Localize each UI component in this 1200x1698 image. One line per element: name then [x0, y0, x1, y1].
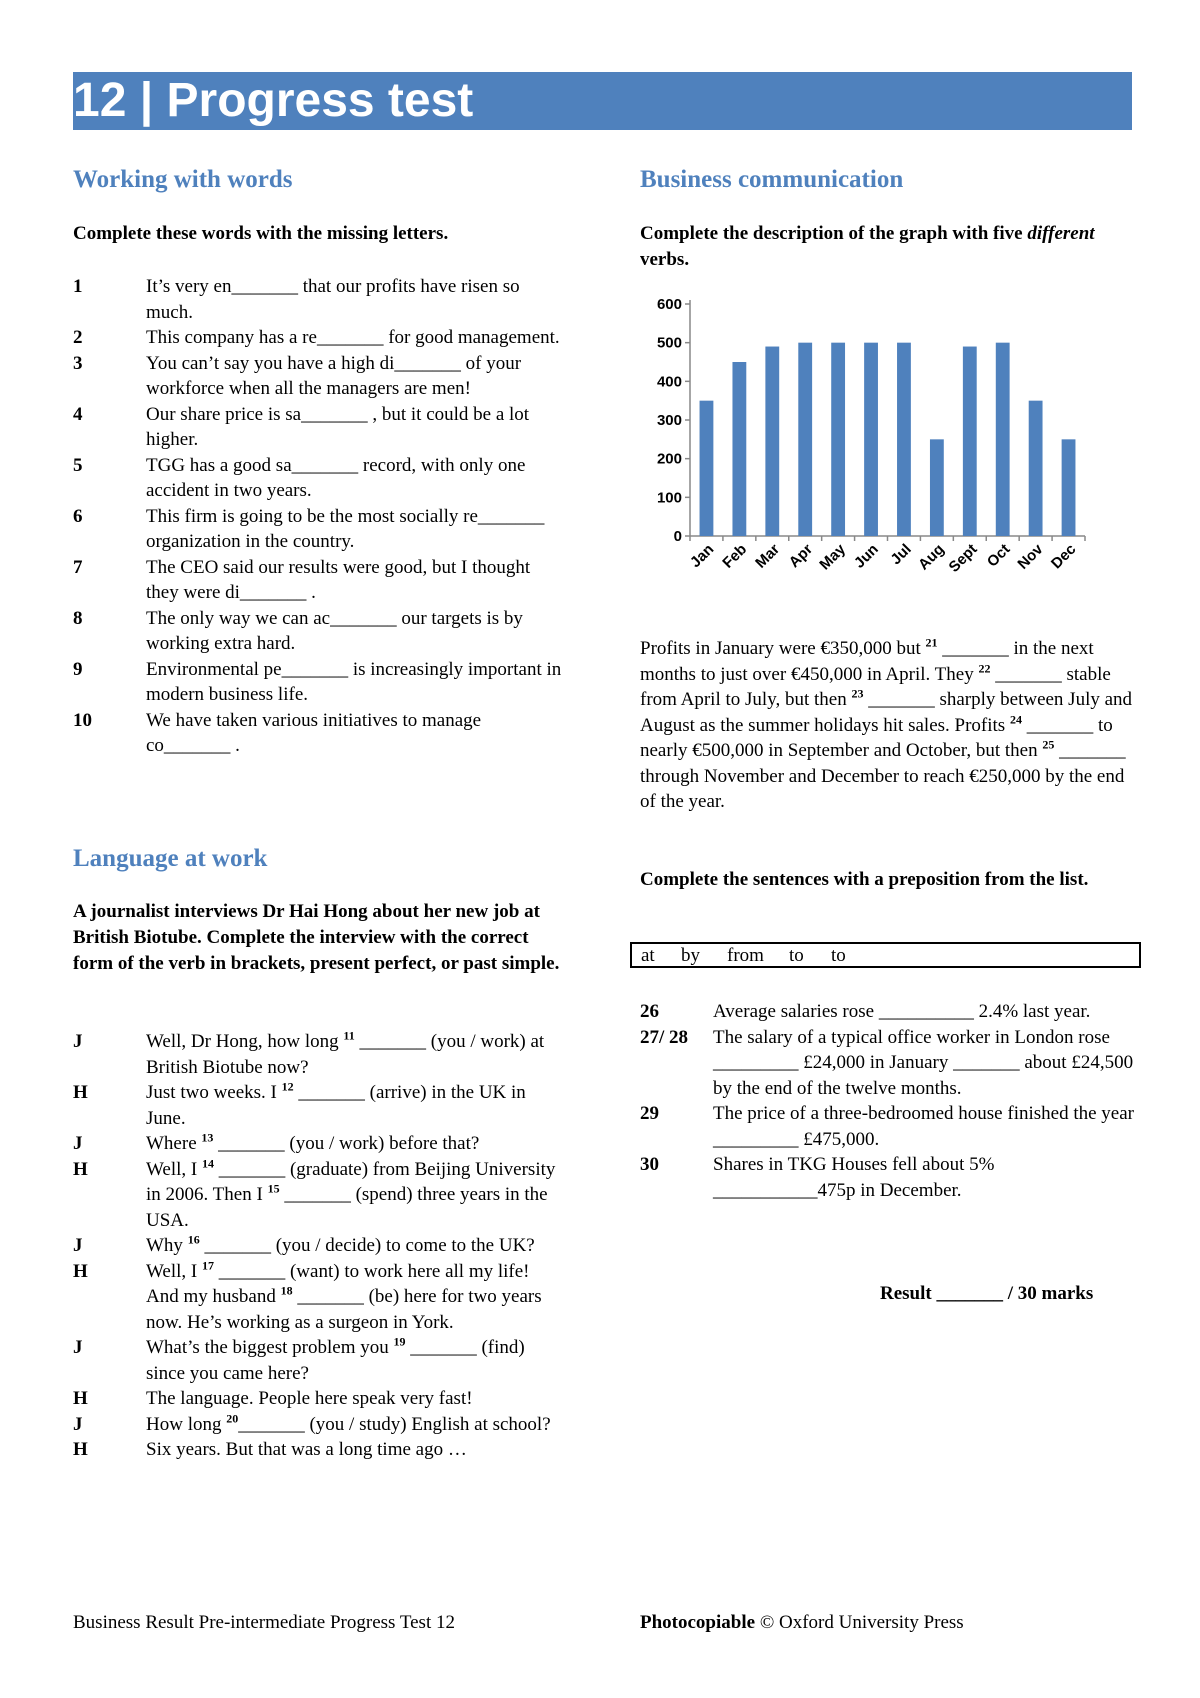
paragraph-text: _______ to nearly €500,000 in September and October, but then: [640, 714, 1113, 761]
speaker-label: H: [73, 1260, 88, 1282]
bar: [798, 343, 812, 536]
question-number: 8: [73, 607, 83, 629]
item-text: How long $^{20}$_______ (you / study) English at school?: [146, 1411, 551, 1435]
list-item: [73, 1157, 563, 1234]
item-text: Shares in TKG Houses fell about 5% ___________475p in December.: [713, 1154, 995, 1201]
list-item: [73, 274, 563, 325]
list-item: [640, 999, 1135, 1025]
item-text: The salary of a typical office worker in London rose _________ £24,000 in January _______ about £24,500 by the end of the twelve months.: [713, 1026, 1134, 1099]
speaker-label: J: [73, 1235, 83, 1256]
section-heading-language-at-work: Language at work: [73, 845, 268, 872]
footer-left: Business Result Pre-intermediate Progress Test 12: [73, 1612, 455, 1633]
gap-number: 13: [201, 1130, 214, 1145]
list-item: [73, 1412, 563, 1438]
item-text: Environmental pe_______ is increasingly important in modern business life.: [146, 658, 562, 705]
y-tick-label: 300: [656, 412, 682, 429]
list-item: [73, 1259, 563, 1336]
gap-number: 18: [280, 1283, 293, 1298]
item-text: Why $^{16}$ _______ (you / decide) to come to the UK?: [146, 1232, 535, 1256]
gap-number: 14: [201, 1156, 214, 1171]
instruction-text: Complete the description of the graph with five: [640, 223, 1028, 244]
bar: [996, 343, 1010, 536]
x-tick-label: Mar: [752, 540, 784, 572]
gap-number: 16: [187, 1232, 200, 1247]
result-line: Result _______ / 30 marks: [880, 1283, 1094, 1304]
x-tick-label: Aug: [915, 540, 948, 574]
speaker-label: J: [73, 1133, 83, 1154]
item-text: The language. People here speak very fast!: [146, 1388, 473, 1409]
list-item: [73, 708, 563, 759]
item-text: This firm is going to be the most socially re_______ organization in the country.: [146, 505, 545, 552]
y-tick-label: 500: [656, 334, 682, 352]
business-communication-instruction: [640, 221, 1110, 273]
list-item: [73, 657, 563, 708]
question-number: 5: [73, 454, 83, 476]
speaker-label: J: [73, 1337, 83, 1358]
y-tick-label: 600: [656, 296, 682, 313]
item-text: This company has a re_______ for good management.: [146, 327, 560, 348]
list-item: [73, 1437, 563, 1463]
paragraph-text: _______ sharply between July and August as the summer holidays hit sales. Profits: [640, 689, 1133, 736]
speaker-label: H: [73, 1082, 88, 1103]
list-item: [73, 402, 563, 453]
gap-number-25: 25: [1042, 737, 1055, 752]
bar: [864, 343, 878, 536]
x-tick-label: May: [816, 540, 849, 574]
bar: [700, 401, 714, 536]
x-tick-label: Apr: [785, 540, 817, 572]
paragraph-text: _______ in the next months to just over €450,000 in April. They: [640, 638, 1094, 685]
list-item: [73, 1335, 563, 1386]
speaker-label: H: [73, 1388, 88, 1409]
list-item: [73, 504, 563, 555]
x-tick-label: Sept: [945, 540, 981, 576]
question-number: 26: [640, 1001, 659, 1022]
list-item: [73, 555, 563, 606]
profits-bar-chart: [640, 292, 1100, 602]
gap-number-23: 23: [851, 686, 864, 701]
list-item: [73, 351, 563, 402]
item-text: Six years. But that was a long time ago …: [146, 1439, 467, 1460]
list-item: [73, 1029, 563, 1080]
item-text: The only way we can ac_______ our targets is by working extra hard.: [146, 607, 523, 654]
item-text: The CEO said our results were good, but I thought they were di_______ .: [146, 556, 531, 603]
list-item: [640, 1152, 1135, 1203]
list-item: [73, 325, 563, 351]
gap-number: 12: [281, 1079, 294, 1094]
bar: [930, 439, 944, 536]
x-tick-label: Jul: [887, 540, 915, 569]
footer-right: [640, 1612, 964, 1634]
instruction-emphasis: different: [1027, 223, 1095, 244]
paragraph-text: _______ through November and December to reach €250,000 by the end of the year.: [640, 740, 1126, 812]
list-item: [73, 1386, 563, 1412]
item-text: Well, I $^{14}$ _______ (graduate) from Beijing University in 2006. Then I $^{15}$ _______ (spend) three years in the USA.: [146, 1156, 556, 1231]
preposition-instruction: Complete the sentences with a preposition from the list.: [640, 869, 1089, 890]
gap-number: 20: [226, 1411, 239, 1426]
y-tick-label: 100: [656, 489, 682, 507]
question-number: 2: [73, 327, 83, 348]
page-title: 12 | Progress test: [73, 74, 474, 127]
question-number: 29: [640, 1103, 659, 1124]
list-item: [73, 1233, 563, 1259]
question-number: 7: [73, 556, 83, 578]
item-text: TGG has a good sa_______ record, with only one accident in two years.: [146, 454, 526, 501]
language-at-work-instruction: A journalist interviews Dr Hai Hong about her new job at British Biotube. Complete the interview with the correct form of the verb in brackets, present perfect, or past simple.: [73, 901, 560, 974]
bar: [765, 347, 779, 536]
word-box-item: at: [641, 945, 655, 966]
working-with-words-list: [73, 274, 563, 759]
list-item: [73, 453, 563, 504]
x-tick-label: Feb: [719, 540, 751, 572]
list-item: [73, 1080, 563, 1131]
question-number: 30: [640, 1154, 659, 1175]
section-heading-business-communication: Business communication: [640, 166, 904, 193]
gap-number: 17: [201, 1258, 214, 1273]
question-number: 27/ 28: [640, 1026, 689, 1048]
speaker-label: H: [73, 1158, 88, 1180]
x-tick-label: Dec: [1047, 540, 1080, 573]
gap-number-24: 24: [1009, 712, 1022, 727]
item-text: The price of a three-bedroomed house finished the year _________ £475,000.: [713, 1103, 1134, 1150]
graph-description-paragraph: [640, 636, 1135, 815]
word-box-item: by: [681, 945, 700, 966]
bar: [831, 343, 845, 536]
x-tick-label: Nov: [1014, 540, 1047, 573]
item-text: You can’t say you have a high di_______ of your workforce when all the managers are men!: [146, 352, 522, 399]
word-box-item: from: [727, 945, 764, 966]
bar: [1029, 401, 1043, 536]
instruction-text-end: verbs.: [640, 249, 690, 270]
x-tick-label: Jun: [850, 540, 882, 572]
bar: [963, 347, 977, 536]
interview-list: [73, 1029, 563, 1463]
paragraph-text: _______ stable from April to July, but then: [640, 663, 1111, 710]
list-item: [640, 1025, 1135, 1102]
item-text: Well, Dr Hong, how long $^{11}$ _______ (you / work) at British Biotube now?: [146, 1028, 545, 1078]
question-number: 10: [73, 709, 92, 731]
title-banner: [73, 72, 1132, 130]
footer-copyright: © Oxford University Press: [755, 1612, 964, 1633]
item-text: Just two weeks. I $^{12}$ _______ (arrive) in the UK in June.: [146, 1079, 526, 1129]
list-item: [73, 1131, 563, 1157]
bar: [732, 362, 746, 536]
speaker-label: J: [73, 1031, 83, 1052]
word-box-item: to: [789, 945, 804, 966]
gap-number-21: 21: [925, 635, 938, 650]
item-text: We have taken various initiatives to manage co_______ .: [146, 709, 482, 756]
question-number: 9: [73, 658, 83, 680]
item-text: Well, I $^{17}$ _______ (want) to work here all my life! And my husband $^{18}$ _______ (be) here for two years now. He’s working as a surgeon in York.: [146, 1258, 542, 1333]
question-number: 6: [73, 505, 83, 527]
item-text: Our share price is sa_______ , but it could be a lot higher.: [146, 403, 530, 450]
bar: [1062, 439, 1076, 536]
y-tick-label: 200: [656, 450, 682, 468]
bar: [897, 343, 911, 536]
word-box: [630, 942, 1141, 968]
item-text: It’s very en_______ that our profits have risen so much.: [146, 276, 520, 323]
gap-number: 19: [393, 1334, 406, 1349]
word-box-item: to: [831, 945, 846, 966]
question-number: 4: [73, 403, 83, 425]
y-tick-label: 400: [656, 373, 682, 391]
list-item: [640, 1101, 1135, 1152]
working-with-words-instruction: Complete these words with the missing letters.: [73, 223, 449, 244]
x-tick-label: Jan: [686, 540, 718, 572]
preposition-list: [640, 999, 1135, 1203]
gap-number-22: 22: [978, 661, 991, 676]
item-text: Average salaries rose __________ 2.4% last year.: [713, 1001, 1091, 1022]
gap-number: 11: [343, 1028, 355, 1043]
y-tick-label: 0: [673, 528, 682, 545]
footer-photocopiable: Photocopiable: [640, 1612, 756, 1633]
question-number: 3: [73, 352, 83, 374]
question-number: 1: [73, 276, 83, 297]
item-text: What’s the biggest problem you $^{19}$ _______ (find) since you came here?: [146, 1334, 525, 1384]
speaker-label: J: [73, 1413, 83, 1435]
speaker-label: H: [73, 1439, 88, 1460]
x-tick-label: Oct: [983, 540, 1014, 571]
list-item: [73, 606, 563, 657]
section-heading-working-with-words: Working with words: [73, 166, 293, 193]
gap-number: 15: [267, 1181, 280, 1196]
paragraph-text: Profits in January were €350,000 but: [640, 638, 926, 659]
item-text: Where $^{13}$ _______ (you / work) before that?: [146, 1130, 480, 1154]
